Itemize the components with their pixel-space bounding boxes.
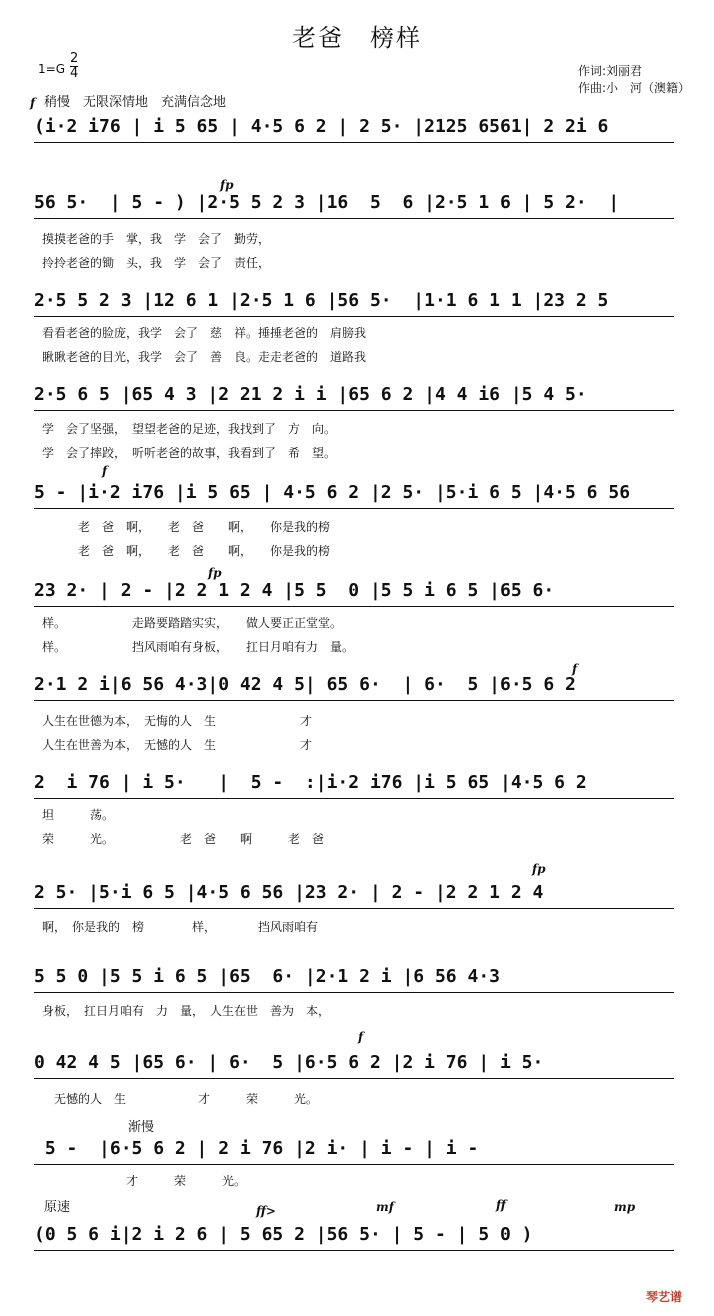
site-logo: 琴艺谱 xyxy=(646,1290,683,1304)
jianpu-notes: 0 42 4 5 |65 6· | 6· 5 |6·5 6 2 |2 i 76 | i 5· xyxy=(34,1052,544,1073)
lyric-line: 瞅瞅老爸的目光，我学 会了 善 良。走走老爸的 道路我 xyxy=(42,350,367,364)
lyric-line: 人生在世善为本， 无憾的人 生 才 xyxy=(42,738,313,752)
lyric-line: 坦 荡。 xyxy=(42,808,115,822)
lyric-line: 样。 走路要踏踏实实， 做人要正正堂堂。 xyxy=(42,616,343,630)
time-sig-bottom: 4 xyxy=(70,66,79,81)
lyric-line: 人生在世德为本， 无悔的人 生 才 xyxy=(42,714,313,728)
key-signature: 1=G xyxy=(38,62,65,76)
notation-row xyxy=(0,878,714,918)
dynamic-mark: f xyxy=(30,96,36,110)
lyric-line: 样。 挡风雨咱有身板， 扛日月咱有力 量。 xyxy=(42,640,355,654)
notation-row xyxy=(0,380,714,420)
lyric-row xyxy=(0,806,714,846)
jianpu-notes: 2·5 6 5 |65 4 3 |2 21 2 i i |65 6 2 |4 4 i6 |5 4 5· xyxy=(34,384,587,405)
dynamic-mark: ff> xyxy=(256,1204,276,1218)
jianpu-notes: 5 - |i·2 i76 |i 5 65 | 4·5 6 2 |2 5· |5·i 6 5 |4·5 6 56 xyxy=(34,482,631,503)
dynamic-mark: f xyxy=(358,1030,364,1044)
jianpu-notes: 5 - |6·5 6 2 | 2 i 76 |2 i· | i - | i - xyxy=(34,1138,479,1159)
dynamic-mark: f xyxy=(102,464,108,478)
dynamic-mark: fp xyxy=(532,862,546,876)
time-sig-top: 2 xyxy=(70,51,79,66)
beam-line xyxy=(34,606,674,607)
notation-row xyxy=(0,1134,714,1174)
lyric-row xyxy=(0,324,714,364)
beam-line xyxy=(34,798,674,799)
lyric-line: 学 会了摔跤， 听听老爸的故事，我看到了 希 望。 xyxy=(42,446,337,460)
notation-row xyxy=(0,576,714,616)
composer-credit: 作曲:小 河（澳籍） xyxy=(578,81,691,95)
lyric-row xyxy=(0,518,714,558)
jianpu-notes: 5 5 0 |5 5 i 6 5 |65 6· |2·1 2 i |6 56 4·3 xyxy=(34,966,500,987)
lyric-line: 老 爸 啊， 老 爸 啊， 你是我的榜 xyxy=(42,520,331,534)
lyric-row xyxy=(0,420,714,460)
beam-line xyxy=(34,908,674,909)
tempo-slow-marking: 渐慢 xyxy=(128,1120,155,1135)
lyric-row xyxy=(0,1090,714,1130)
beam-line xyxy=(34,700,674,701)
time-signature xyxy=(70,52,78,81)
beam-line xyxy=(34,1164,674,1165)
notation-row xyxy=(0,188,714,228)
notation-row xyxy=(0,670,714,710)
dynamic-mark: mf xyxy=(376,1200,394,1214)
lyric-row xyxy=(0,1002,714,1042)
beam-line xyxy=(34,1078,674,1079)
dynamic-mark: fp xyxy=(208,566,222,580)
jianpu-notes: 2·5 5 2 3 |12 6 1 |2·5 1 6 |56 5· |1·1 6 1 1 |23 2 5 xyxy=(34,290,609,311)
notation-row xyxy=(0,478,714,518)
jianpu-notes: 56 5· | 5 - ) |2·5 5 2 3 |16 5 6 |2·5 1 6 | 5 2· | xyxy=(34,192,620,213)
beam-line xyxy=(34,508,674,509)
jianpu-notes: 23 2· | 2 - |2 2 1 2 4 |5 5 0 |5 5 i 6 5 |65 6· xyxy=(34,580,555,601)
lyric-row xyxy=(0,230,714,270)
beam-line xyxy=(34,410,674,411)
lyric-line: 荣 光。 老 爸 啊 老 爸 xyxy=(42,832,325,846)
page-title: 老爸 榜样 xyxy=(292,24,422,52)
lyric-line: 啊， 你是我的 榜 样， 挡风雨咱有 xyxy=(42,920,319,934)
lyric-line: 看看老爸的脸庞，我学 会了 慈 祥。捶捶老爸的 肩膀我 xyxy=(42,326,367,340)
jianpu-notes: (0 5 6 i|2 i 2 6 | 5 65 2 |56 5· | 5 - | 5 0 ) xyxy=(34,1224,533,1245)
lyricist-credit: 作词:刘丽君 xyxy=(578,64,643,78)
dynamic-mark: fp xyxy=(220,178,234,192)
jianpu-notes: 2 i 76 | i 5· | 5 - :|i·2 i76 |i 5 65 |4·5 6 2 xyxy=(34,772,587,793)
lyric-row xyxy=(0,614,714,654)
jianpu-notes: (i·2 i76 | i 5 65 | 4·5 6 2 | 2 5· |2125 6561| 2 2i 6 xyxy=(34,116,609,137)
lyric-line: 身板， 扛日月咱有 力 量， 人生在世 善为 本， xyxy=(42,1004,331,1018)
lyric-row xyxy=(0,1172,714,1212)
notation-row xyxy=(0,962,714,1002)
notation-row xyxy=(0,1220,714,1260)
notation-row xyxy=(0,112,714,152)
tempo-back-marking: 原速 xyxy=(44,1200,71,1215)
notation-row xyxy=(0,286,714,326)
beam-line xyxy=(34,992,674,993)
notation-row xyxy=(0,1048,714,1088)
beam-line xyxy=(34,142,674,143)
beam-line xyxy=(34,218,674,219)
lyric-line: 才 荣 光。 xyxy=(42,1174,247,1188)
beam-line xyxy=(34,316,674,317)
dynamic-mark: ff xyxy=(496,1198,506,1212)
lyric-line: 拎拎老爸的锄 头，我 学 会了 责任， xyxy=(42,256,271,270)
lyric-row xyxy=(0,712,714,752)
dynamic-mark: mp xyxy=(614,1200,636,1214)
lyric-line: 摸摸老爸的手 掌，我 学 会了 勤劳， xyxy=(42,232,271,246)
dynamic-mark: f xyxy=(572,662,578,676)
lyric-row xyxy=(0,918,714,958)
lyric-line: 无憾的人 生 才 荣 光。 xyxy=(42,1092,319,1106)
notation-row xyxy=(0,768,714,808)
lyric-line: 学 会了坚强， 望望老爸的足迹，我找到了 方 向。 xyxy=(42,422,337,436)
jianpu-notes: 2·1 2 i|6 56 4·3|0 42 4 5| 65 6· | 6· 5 |6·5 6 2 xyxy=(34,674,576,695)
jianpu-notes: 2 5· |5·i 6 5 |4·5 6 56 |23 2· | 2 - |2 2 1 2 4 xyxy=(34,882,544,903)
tempo-marking: 稍慢 无限深情地 充满信念地 xyxy=(44,95,227,110)
beam-line xyxy=(34,1250,674,1251)
lyric-line: 老 爸 啊， 老 爸 啊， 你是我的榜 xyxy=(42,544,331,558)
